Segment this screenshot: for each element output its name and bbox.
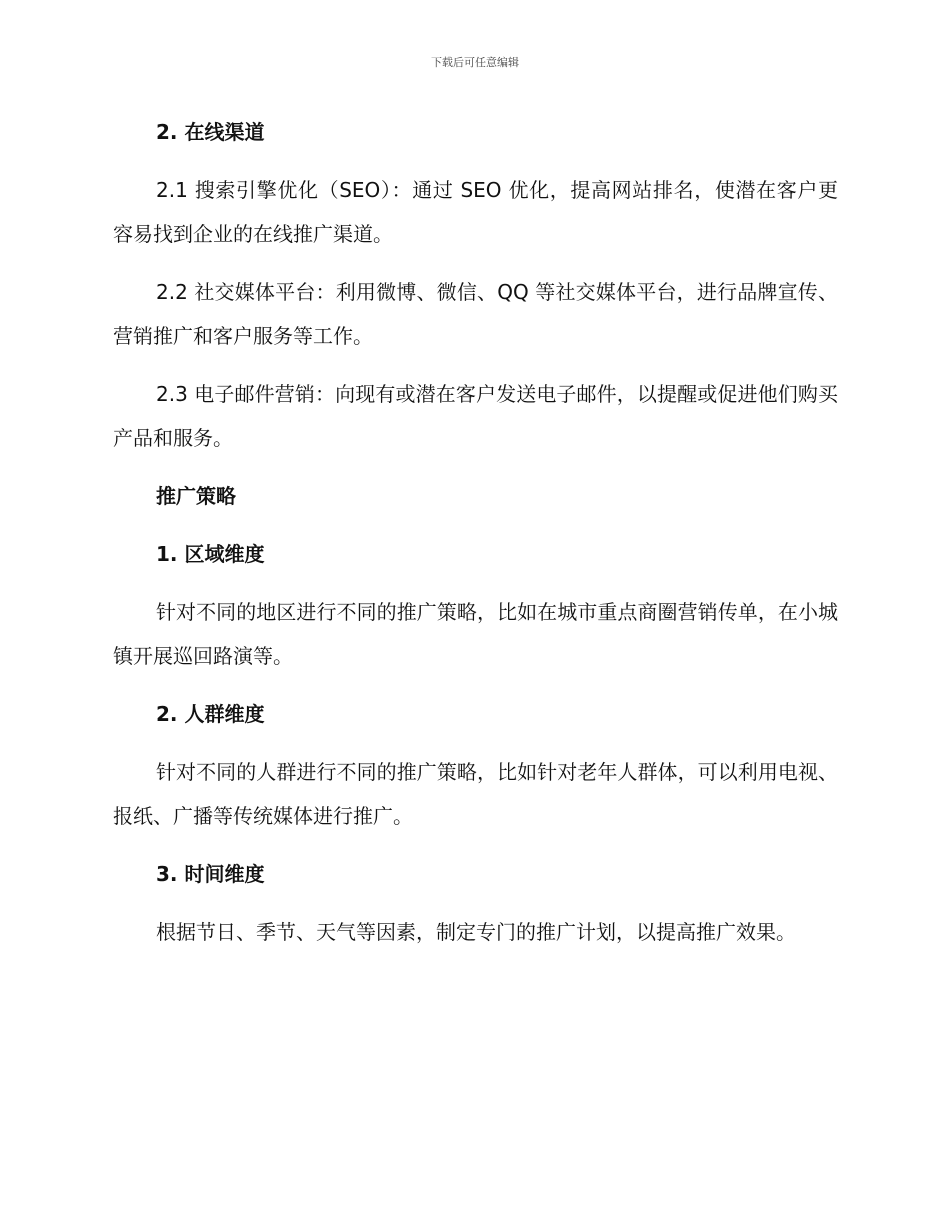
paragraph-email-marketing: 2.3 电子邮件营销：向现有或潜在客户发送电子邮件，以提醒或促进他们购买产品和服务。 [113,382,838,450]
paragraph-seo: 2.1 搜索引擎优化（SEO）：通过 SEO 优化，提高网站排名，使潜在客户更容易找到企业的在线推广渠道。 [113,178,838,246]
document-body [113,110,838,968]
section-heading-promotion-strategy: 推广策略 [156,484,236,508]
paragraph-time: 根据节日、季节、天气等因素，制定专门的推广计划，以提高推广效果。 [156,920,796,944]
paragraph-region: 针对不同的地区进行不同的推广策略，比如在城市重点商圈营销传单，在小城镇开展巡回路演等。 [113,600,838,668]
subheading-audience: 2. 人群维度 [156,702,265,726]
section-heading-online-channels: 2. 在线渠道 [156,120,265,144]
paragraph-audience: 针对不同的人群进行不同的推广策略，比如针对老年人群体，可以利用电视、报纸、广播等传统媒体进行推广。 [113,760,838,828]
subheading-time: 3. 时间维度 [156,862,265,886]
page-header: 下载后可任意编辑 [431,56,519,69]
subheading-region: 1. 区域维度 [156,542,265,566]
paragraph-social-media: 2.2 社交媒体平台：利用微博、微信、QQ 等社交媒体平台，进行品牌宣传、营销推广和客户服务等工作。 [113,280,838,348]
